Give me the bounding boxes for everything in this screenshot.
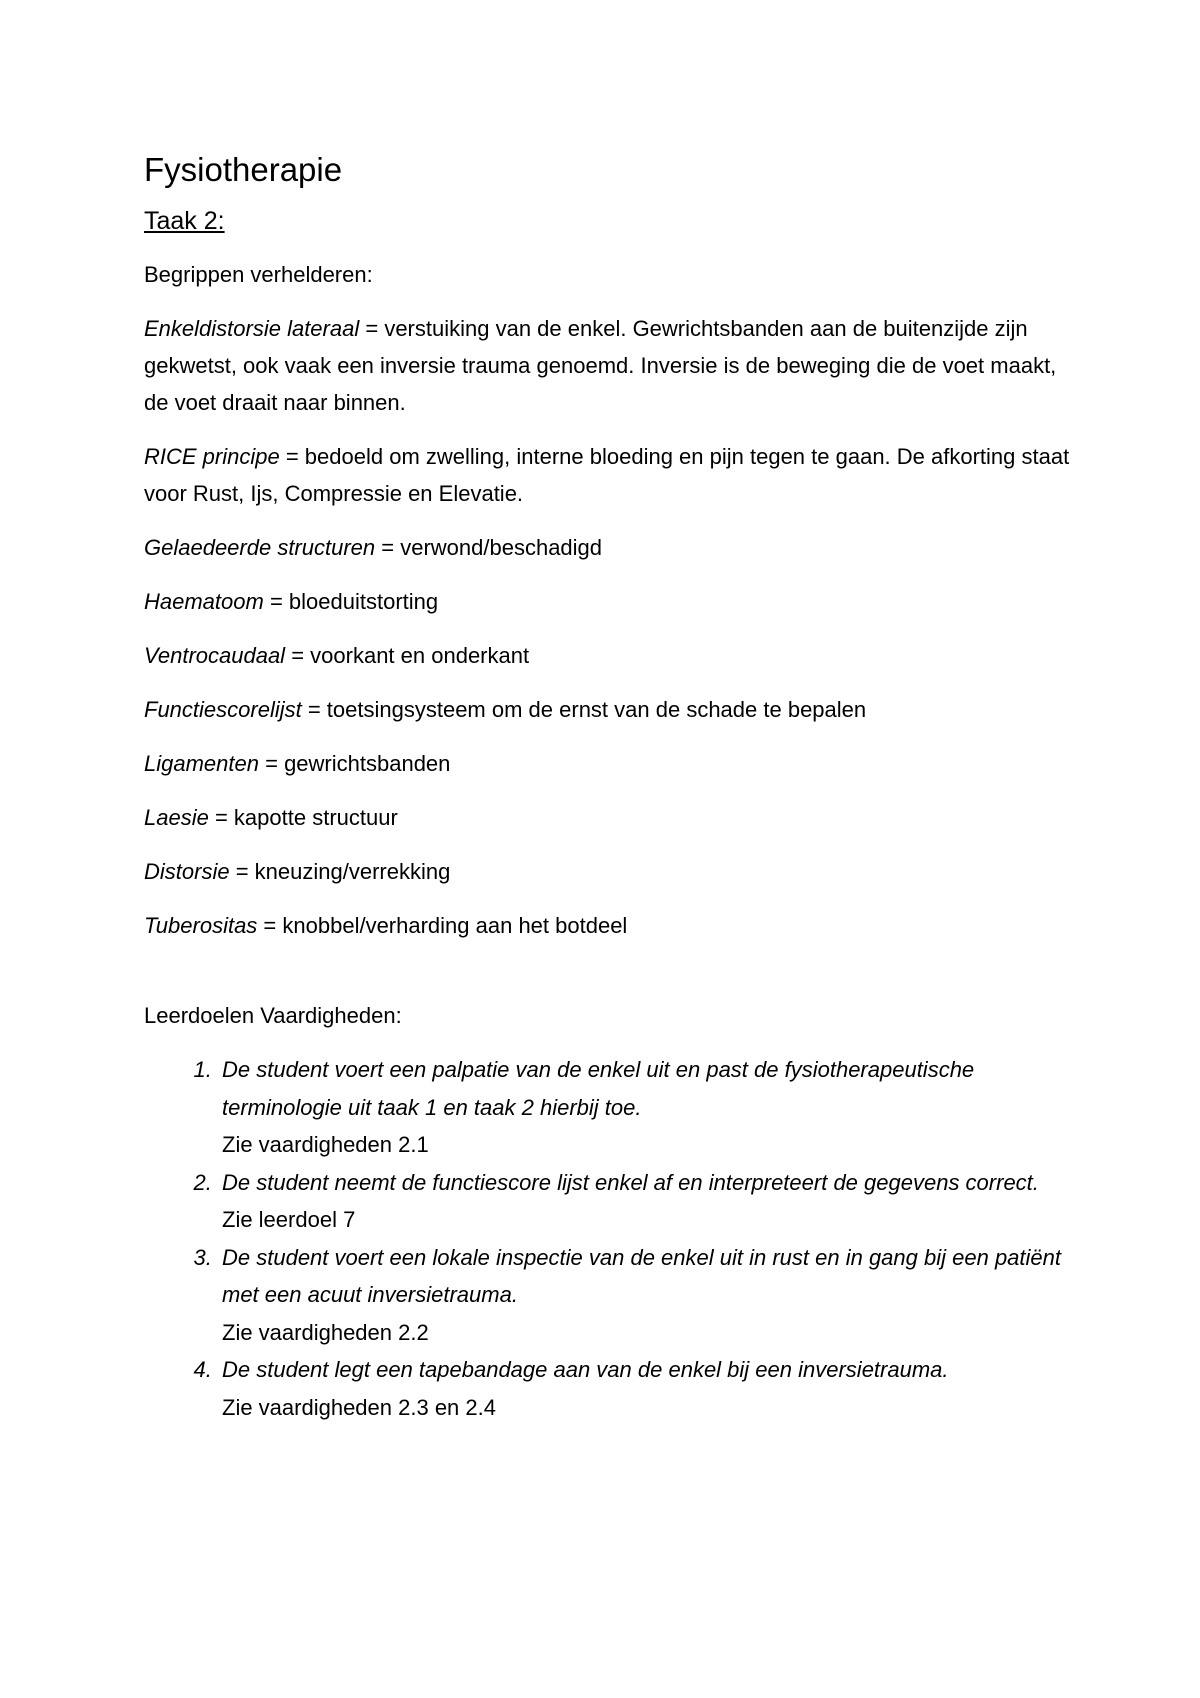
definition-term: Haematoom — [144, 589, 264, 614]
definition-text: bloeduitstorting — [288, 589, 439, 614]
definition-separator: = — [263, 589, 289, 614]
learning-goal-item — [218, 1239, 1074, 1352]
definition-item — [144, 907, 1074, 944]
learning-goal-text: 2. De student neemt de functiescore lijst enkel af en interpreteert de gegevens correct. — [222, 1169, 1039, 1195]
definition-list — [144, 310, 1074, 944]
definition-text: bedoeld om zwelling, interne bloeding en pijn tegen te gaan. De afkorting staat voor Rust, Ijs, Compressie en Elevatie. — [144, 444, 1070, 506]
document-subtitle: Taak 2: — [144, 207, 225, 235]
learning-goal-reference: Zie vaardigheden 2.1 — [222, 1132, 429, 1157]
definition-text: verstuiking van de enkel. Gewrichtsbanden aan de buitenzijde zijn gekwetst, ook vaak een inversie trauma genoemd. Inversie is de beweging die de voet maakt, de voet draait naar binnen. — [144, 316, 1057, 415]
learning-goal-item — [218, 1051, 1074, 1164]
definition-term: Ventrocaudaal — [144, 643, 286, 668]
learning-goal-reference: Zie vaardigheden 2.2 — [222, 1319, 429, 1345]
definition-separator: = — [279, 444, 305, 469]
section-spacer — [144, 961, 1074, 997]
definition-item — [144, 691, 1074, 728]
learning-goal-reference: Zie vaardigheden 2.3 en 2.4 — [222, 1394, 496, 1420]
definition-term: RICE principe — [144, 444, 280, 469]
definition-term: Enkeldistorsie lateraal — [144, 316, 360, 341]
definition-term: Functiescorelijst — [144, 697, 302, 722]
definition-text: kneuzing/verrekking — [254, 859, 451, 884]
definition-separator: = — [229, 859, 255, 884]
definition-item — [144, 853, 1074, 890]
definition-item — [144, 529, 1074, 566]
section-heading-leerdoelen: Leerdoelen Vaardigheden: — [144, 1003, 402, 1028]
definition-item — [144, 637, 1074, 674]
definition-term: Tuberositas — [144, 913, 258, 938]
document-page — [144, 150, 1074, 1426]
definition-text: toetsingsysteem om de ernst van de schade te bepalen — [326, 697, 867, 722]
definition-text: knobbel/verharding aan het botdeel — [282, 913, 628, 938]
definition-term: Gelaedeerde structuren — [144, 535, 376, 560]
definition-text: verwond/beschadigd — [400, 535, 603, 560]
learning-goal-reference: Zie leerdoel 7 — [222, 1207, 356, 1232]
learning-goal-item — [218, 1351, 1074, 1426]
definition-item — [144, 310, 1074, 421]
learning-goal-text: 4. De student legt een tapebandage aan van de enkel bij een inversietrauma. — [222, 1357, 949, 1382]
section-heading-begrippen: Begrippen verhelderen: — [144, 262, 373, 287]
definition-separator: = — [208, 805, 234, 830]
learning-goals-list — [144, 1051, 1074, 1426]
definition-item — [144, 583, 1074, 620]
definition-term: Distorsie — [144, 859, 230, 884]
definition-term: Ligamenten — [144, 751, 259, 776]
definition-text: voorkant en onderkant — [310, 643, 530, 668]
definition-separator: = — [285, 643, 311, 668]
learning-goal-text: 1. De student voert een palpatie van de enkel uit en past de fysiotherapeutische terminologie uit taak 1 en taak 2 hierbij toe. — [222, 1057, 975, 1120]
definition-separator: = — [257, 913, 283, 938]
definition-separator: = — [301, 697, 327, 722]
definition-separator: = — [359, 316, 385, 341]
definition-separator: = — [258, 751, 285, 776]
definition-text: gewrichtsbanden — [284, 751, 451, 776]
definition-text: kapotte structuur — [233, 805, 398, 830]
definition-item — [144, 438, 1074, 512]
definition-item — [144, 745, 1074, 782]
definition-term: Laesie — [144, 805, 209, 830]
document-title: Fysiotherapie — [144, 151, 343, 188]
definition-item — [144, 799, 1074, 836]
learning-goal-text: 3. De student voert een lokale inspectie van de enkel uit in rust en in gang bij een patiënt met een acuut inversietrauma. — [222, 1244, 1061, 1307]
definition-separator: = — [375, 535, 401, 560]
learning-goal-item — [218, 1164, 1074, 1239]
